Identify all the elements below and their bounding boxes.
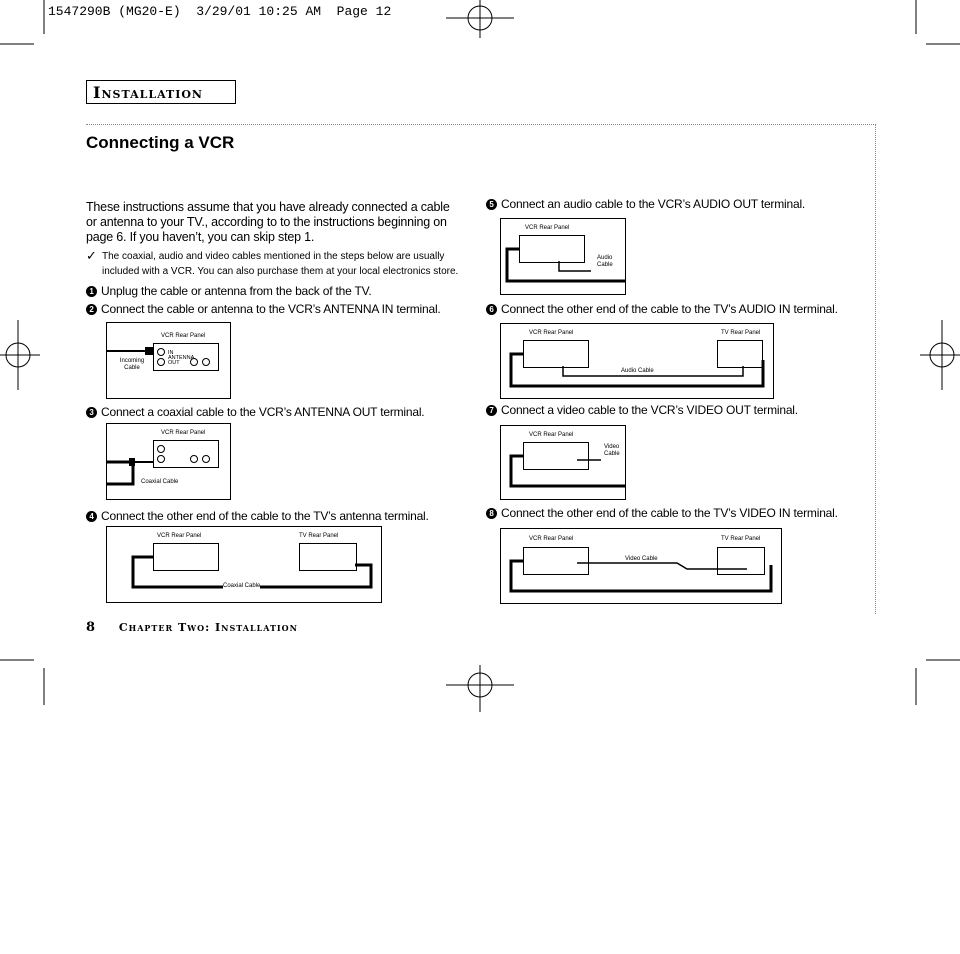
video-cable-route — [501, 529, 781, 603]
vcr-panel-label: VCR Rear Panel — [529, 330, 574, 336]
note — [86, 249, 460, 279]
step-4 — [86, 509, 429, 523]
step-5 — [486, 197, 805, 211]
page-footer — [86, 620, 298, 635]
diagram-tv-antenna — [106, 526, 382, 603]
coaxial-cable-label: Coaxial Cable — [141, 479, 179, 485]
out-label: OUT — [168, 360, 180, 366]
step-number: 4 — [86, 511, 97, 522]
page-title: Connecting a VCR — [86, 133, 235, 152]
step-8 — [486, 506, 838, 520]
incoming-cable-label: Incoming Cable — [119, 358, 145, 371]
vcr-panel-label: VCR Rear Panel — [525, 225, 570, 231]
header-rule — [86, 124, 876, 125]
diagram-video-out — [500, 425, 626, 500]
audio-cable-label: Audio Cable — [621, 368, 654, 374]
step-2 — [86, 302, 441, 316]
tv-panel-label: TV Rear Panel — [721, 330, 761, 336]
diagram-audio-out — [500, 218, 626, 295]
step-1 — [86, 284, 371, 298]
step-number: 2 — [86, 304, 97, 315]
diagram-audio-in — [500, 323, 774, 399]
step-3 — [86, 405, 424, 419]
video-cable-label: Video Cable — [604, 444, 620, 457]
diagram-antenna-out — [106, 423, 231, 500]
tv-panel-label: TV Rear Panel — [299, 533, 339, 539]
in-label: IN — [168, 350, 174, 356]
step-number: 6 — [486, 304, 497, 315]
step-text: Unplug the cable or antenna from the back of the TV. — [101, 284, 372, 298]
diagram-antenna-in — [106, 322, 231, 399]
step-text: Connect a video cable to the VCR’s VIDEO OUT terminal. — [501, 403, 798, 417]
audio-cable-route — [501, 324, 773, 398]
coaxial-cable-label: Coaxial Cable — [223, 583, 261, 589]
coaxial-cable-route — [107, 527, 381, 602]
vcr-panel-label: VCR Rear Panel — [161, 430, 206, 436]
step-number: 7 — [486, 405, 497, 416]
vcr-panel-label: VCR Rear Panel — [161, 333, 206, 339]
step-number: 8 — [486, 508, 497, 519]
incoming-cable — [107, 323, 230, 398]
audio-cable-label: Audio Cable — [597, 255, 613, 268]
coaxial-cable — [107, 424, 230, 499]
step-number: 3 — [86, 407, 97, 418]
step-text: Connect an audio cable to the VCR’s AUDIO OUT terminal. — [501, 197, 806, 211]
note-text: The coaxial, audio and video cables mentioned in the steps below are usually included with a VCR. You can also purchase them at your local electronics store. — [102, 251, 459, 277]
step-7 — [486, 403, 798, 417]
print-slug: 1547290B (MG20-E) 3/29/01 10:25 AM Page 12 — [48, 4, 392, 19]
vcr-panel-label: VCR Rear Panel — [529, 432, 574, 438]
vcr-panel-label: VCR Rear Panel — [157, 533, 202, 539]
step-6 — [486, 302, 838, 316]
tv-panel-label: TV Rear Panel — [721, 536, 761, 542]
vcr-panel-label: VCR Rear Panel — [529, 536, 574, 542]
step-text: Connect a coaxial cable to the VCR’s ANTENNA OUT terminal. — [101, 405, 425, 419]
section-title-box — [86, 80, 236, 104]
section-title: Installation — [93, 83, 203, 102]
step-text: Connect the cable or antenna to the VCR’s ANTENNA IN terminal. — [101, 302, 441, 316]
intro-paragraph: These instructions assume that you have already connected a cable or antenna to your TV., according to to the instructions beginning on page 6. If you haven’t, you can skip step 1. — [86, 200, 450, 244]
checkmark-icon: ✓ — [86, 248, 97, 263]
page-number: 8 — [86, 620, 97, 635]
step-number: 1 — [86, 286, 97, 297]
step-text: Connect the other end of the cable to the TV’s VIDEO IN terminal. — [501, 506, 838, 520]
step-number: 5 — [486, 199, 497, 210]
chapter-title: Chapter Two: Installation — [118, 621, 298, 634]
video-cable — [501, 426, 625, 499]
diagram-video-in — [500, 528, 782, 604]
step-text: Connect the other end of the cable to the TV’s AUDIO IN terminal. — [501, 302, 838, 316]
side-rule — [875, 124, 876, 614]
antenna-label: ANTENNA — [168, 355, 195, 361]
step-text: Connect the other end of the cable to the TV’s antenna terminal. — [101, 509, 429, 523]
video-cable-label: Video Cable — [625, 556, 658, 562]
